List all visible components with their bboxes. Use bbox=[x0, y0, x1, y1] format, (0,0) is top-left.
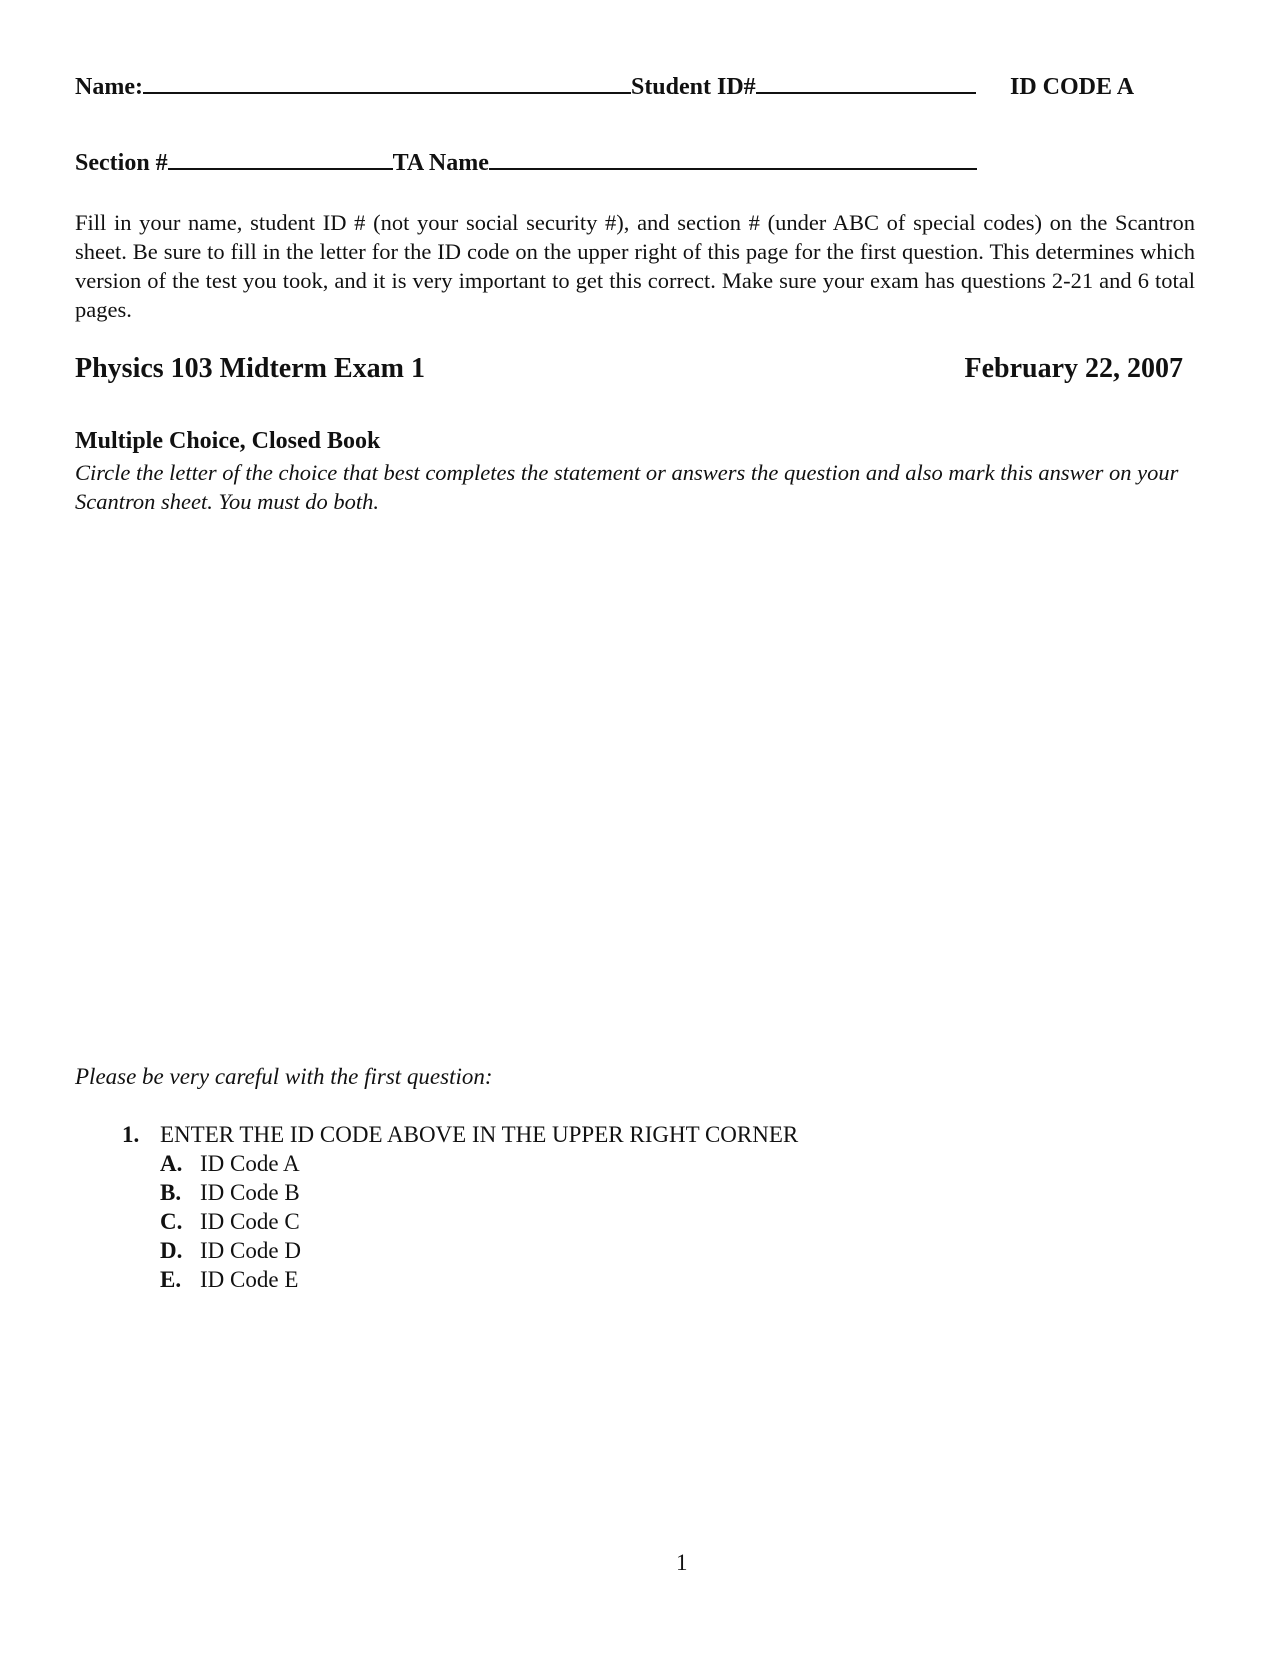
id-code: ID CODE A bbox=[1010, 74, 1135, 100]
student-id-label: Student ID# bbox=[630, 74, 756, 100]
question-number: 1. bbox=[122, 1122, 140, 1147]
choice-letter: D. bbox=[160, 1238, 183, 1263]
question-1 bbox=[122, 1122, 798, 1148]
ta-name-label: TA Name bbox=[392, 150, 489, 176]
question-text: ENTER THE ID CODE ABOVE IN THE UPPER RIGHT CORNER bbox=[160, 1122, 799, 1147]
ta-name-blank[interactable] bbox=[489, 150, 977, 170]
choice-letter: A. bbox=[160, 1151, 183, 1176]
choice-letter: E. bbox=[160, 1267, 182, 1292]
choice-d[interactable] bbox=[160, 1238, 301, 1264]
section-label: Section # bbox=[75, 150, 168, 176]
choice-text: ID Code A bbox=[200, 1151, 300, 1176]
section-row bbox=[75, 150, 977, 177]
section-heading: Multiple Choice, Closed Book bbox=[75, 428, 381, 454]
choice-letter: C. bbox=[160, 1209, 183, 1234]
page-number: 1 bbox=[676, 1550, 688, 1575]
choice-text: ID Code D bbox=[200, 1238, 301, 1263]
choice-b[interactable] bbox=[160, 1180, 300, 1206]
section-blank[interactable] bbox=[168, 150, 393, 170]
choice-letter: B. bbox=[160, 1180, 182, 1205]
name-label: Name: bbox=[75, 74, 143, 100]
choice-a[interactable] bbox=[160, 1151, 300, 1177]
instructions-paragraph: Fill in your name, student ID # (not your social security #), and section # (under ABC of special codes) on the Scantron sheet. Be sure to fill in the letter for the ID code on the upper right of this page for the first question. This determines which version of the test you took, and it is very important to get this correct. Make sure your exam has questions 2-21 and 6 total pages. bbox=[75, 210, 1195, 322]
exam-title: Physics 103 Midterm Exam 1 bbox=[75, 353, 425, 384]
exam-date: February 22, 2007 bbox=[964, 353, 1183, 384]
choice-text: ID Code E bbox=[200, 1267, 299, 1292]
name-row bbox=[75, 74, 976, 101]
student-id-blank[interactable] bbox=[756, 74, 976, 94]
choice-text: ID Code C bbox=[200, 1209, 300, 1234]
choice-text: ID Code B bbox=[200, 1180, 300, 1205]
section-directions: Circle the letter of the choice that best completes the statement or answers the question and also mark this answer on your Scantron sheet. You must do both. bbox=[75, 460, 1179, 514]
name-blank[interactable] bbox=[143, 74, 631, 94]
choice-c[interactable] bbox=[160, 1209, 300, 1235]
first-question-note: Please be very careful with the first question: bbox=[75, 1064, 493, 1089]
choice-e[interactable] bbox=[160, 1267, 298, 1293]
